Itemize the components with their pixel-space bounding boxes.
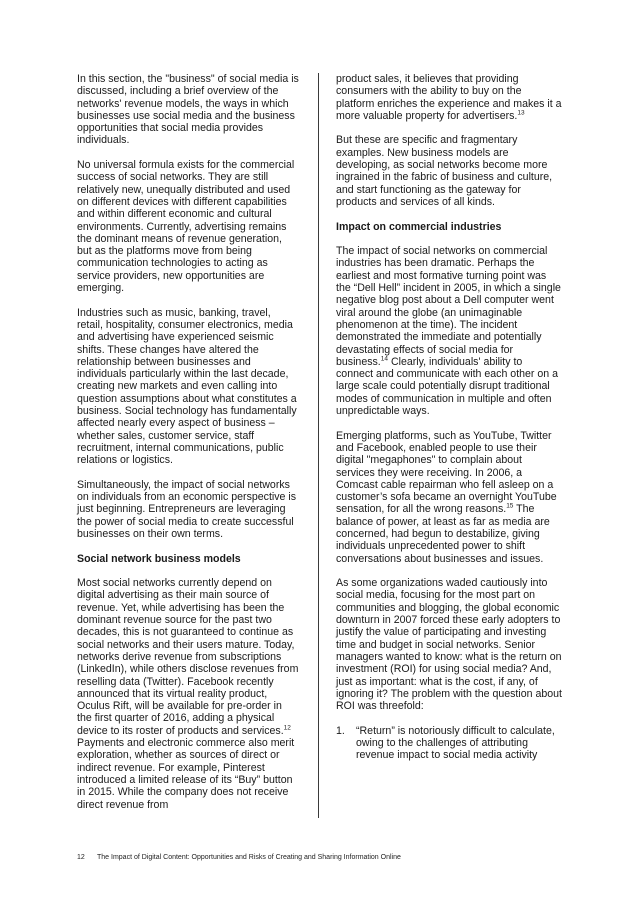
- intro-paragraph: In this section, the "business" of social media is discussed, including a brief overview of the networks' revenue models, the ways in which businesses use social media and the business opportunities that social media provides individuals.: [77, 73, 299, 147]
- paragraph: [336, 245, 562, 417]
- paragraph: Simultaneously, the impact of social networks on individuals from an economic perspective is just beginning. Entrepreneurs are leveraging the power of social media to create successful businesses on their own terms.: [77, 478, 297, 540]
- footer-title: The Impact of Digital Content: Opportunities and Risks of Creating and Sharing Information Online: [97, 854, 401, 861]
- paragraph: As some organizations waded cautiously into social media, focusing for the most part on communities and blogging, the global economic downturn in 2007 forced these early adopters to justify the value of participating and investing time and budget in social networks. Senior managers wanted to know: what is the return on investment (ROI) for using social media? And, just as important: what is the cost, if any, of ignoring it? The problem with the question about ROI was threefold:: [336, 577, 562, 713]
- right-column: [336, 73, 562, 762]
- paragraph: No universal formula exists for the commercial success of social networks. They are still relatively new, unequally distributed and used on different devices with different capabilities and within different economic and cultural environments. Currently, advertising remains the dominant means of revenue generation, but as the platforms move from being communication technologies to acting as service providers, new opportunities are emerging.: [77, 159, 295, 295]
- paragraph-text: product sales, it believes that providing consumers with the ability to buy on the platform enriches the experience and makes it a more valuable property for advertisers.: [336, 73, 562, 122]
- paragraph: [336, 430, 562, 565]
- list-item-text: “Return” is notoriously difficult to calculate, owing to the challenges of attributing revenue impact to social media activity: [356, 724, 555, 762]
- left-column: [77, 73, 299, 823]
- roi-problem-list: [336, 725, 562, 762]
- column-divider: [318, 73, 319, 818]
- paragraph-text: Emerging platforms, such as YouTube, Twitter and Facebook, enabled people to use their digital "megaphones" to complain about services they were receiving. In 2006, a Comcast cable repairman who fell asleep on a customer’s sofa became an overnight YouTube sensation, for all the wrong reasons.: [336, 429, 557, 516]
- paragraph-text: The impact of social networks on commercial industries has been dramatic. Perhaps the earliest and most formative turning point was the “Dell Hell” incident in 2005, in which a single negative blog post about a Dell computer went viral around the globe (an unimaginable phenomenon at the time). The incident demonstrated the immediate and potentially devastating effects of social media for business.: [336, 245, 561, 368]
- footnote-ref-14: 14: [380, 355, 388, 363]
- paragraph-text: Clearly, individuals' ability to connect and communicate with each other on a large scale could potentially disrupt traditional modes of communication in multiple and often unpredictable ways.: [336, 355, 559, 418]
- page-footer: [77, 853, 401, 862]
- footnote-ref-15: 15: [506, 502, 514, 510]
- paragraph-text: Payments and electronic commerce also merit exploration, whether as sources of direct or indirect revenue. For example, Pinterest introduced a limited release of its “Buy” button in 2015. While the company does not receive direct revenue from: [77, 737, 295, 811]
- list-item-number: 1.: [336, 724, 345, 737]
- section-heading-commercial-industries: Impact on commercial industries: [336, 220, 502, 233]
- footnote-ref-12: 12: [283, 724, 291, 732]
- paragraph: [336, 73, 562, 122]
- list-item: [336, 725, 562, 762]
- paragraph: But these are specific and fragmentary examples. New business models are developing, as social networks become more ingrained in the fabric of business and culture, and start functioning as the gateway for products and services of all kinds.: [336, 134, 553, 208]
- paragraph: [77, 577, 299, 811]
- page-number: 12: [77, 854, 85, 861]
- section-heading-business-models: Social network business models: [77, 552, 241, 565]
- paragraph-text: Most social networks currently depend on digital advertising as their main source of revenue. Yet, while advertising has been the dominant revenue source for the past two decades, this is not guaranteed to continue as social networks and their users mature. Today, networks derive revenue from subscriptions (LinkedIn), while others disclose revenues from reselling data (Twitter). Facebook recently announced that its virtual reality product, Oculus Rift, will be available for pre-order in the first quarter of 2016, adding a physical device to its roster of products and services.: [77, 577, 299, 737]
- paragraph-text: The balance of power, at least as far as media are concerned, had begun to destabilize, giving individuals unprecedented power to shift conversations about businesses and issues.: [336, 503, 550, 565]
- footnote-ref-13: 13: [517, 109, 525, 117]
- paragraph: Industries such as music, banking, travel, retail, hospitality, consumer electronics, media and advertising have experienced seismic shifts. These changes have altered the relationship between businesses and individuals particularly within the last decade, creating new markets and even calling into question assumptions about what constitutes a business. Social technology has fundamentally affected nearly every aspect of business – whether sales, customer service, staff recruitment, internal communications, public relations or logistics.: [77, 306, 297, 467]
